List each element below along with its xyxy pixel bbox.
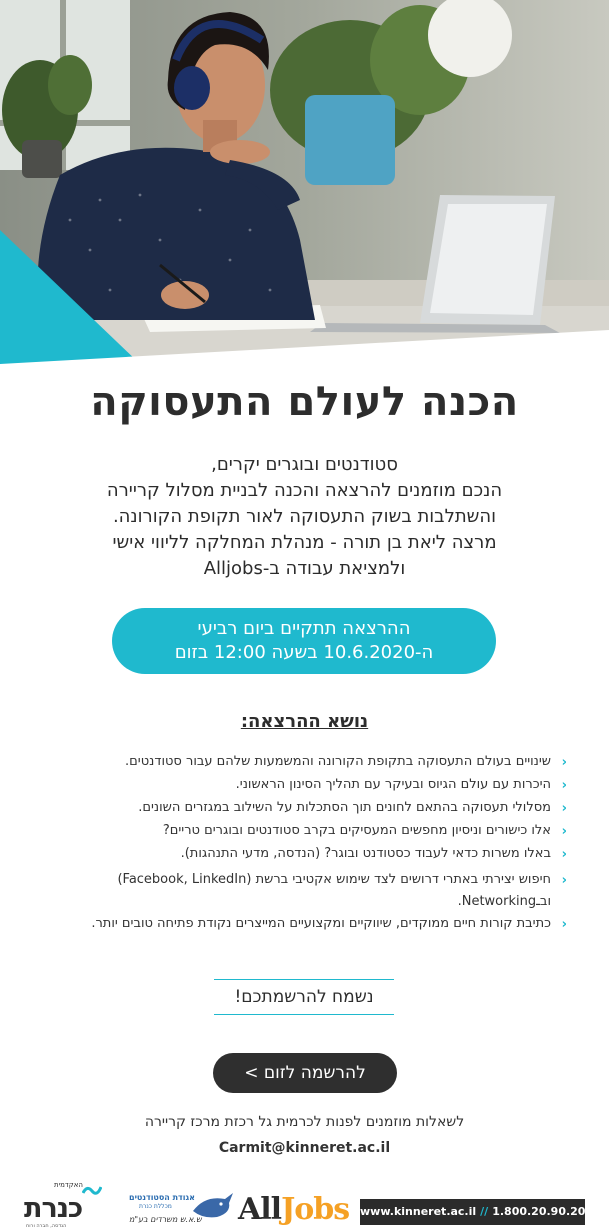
list-item-text-continued: ובـNetworking. xyxy=(457,894,551,909)
chevron-left-icon: ‹ xyxy=(561,824,567,839)
sponsor-name: ש.א.ש משרדים בע"מ xyxy=(129,1215,202,1224)
list-item xyxy=(27,777,567,793)
list-item xyxy=(27,754,567,770)
phone-number: 1.800.20.90.20 xyxy=(492,1205,586,1218)
list-item-text: חיפוש יצירתי באתרי דרושים לצד שימוש אקטיבי ברשת (Facebook, LinkedIn) xyxy=(117,872,551,887)
footer xyxy=(0,1175,609,1232)
intro-line: ולמציאת עבודה ב-Alljobs xyxy=(203,558,406,579)
kinneret-logo-small: האקדמית xyxy=(54,1181,83,1189)
list-item xyxy=(27,846,567,862)
separator: // xyxy=(480,1205,489,1218)
kinneret-logo xyxy=(20,1181,112,1231)
list-item-text: היכרות עם עולם הגיוס ובעיקר עם תהליך הסינון הראשוני. xyxy=(235,777,551,792)
chevron-left-icon: ‹ xyxy=(561,778,567,793)
intro-line: והשתלבות בשוק התעסוקה לאור תקופת הקורונה. xyxy=(112,506,497,527)
date-banner xyxy=(112,608,496,674)
contact-line: לשאלות מוזמנים לפנות לכרמית גל רכזת מרכז קריירה xyxy=(144,1114,465,1130)
intro-line: סטודנטים ובוגרים יקרים, xyxy=(211,454,398,475)
chevron-left-icon: ‹ xyxy=(561,917,567,932)
hero-image xyxy=(0,0,609,364)
student-union-name: אגודת הסטודנטים xyxy=(129,1193,195,1202)
page-title: הכנה לעולם התעסוקה xyxy=(90,379,519,425)
kinneret-logo-sub: הנדסה, חברה ורוח xyxy=(26,1223,67,1229)
date-banner-line2: ה-10.6.2020 בשעה 12:00 בזום xyxy=(174,642,434,663)
alljobs-logo-jobs: Jobs xyxy=(281,1192,350,1227)
register-zoom-button[interactable]: להרשמה לזום > xyxy=(213,1053,397,1093)
list-item xyxy=(27,800,567,816)
list-item-text: מסלולי תעסוקה בהתאם לחונים תוך הסתכלות על השילוב במגזרים השונים. xyxy=(138,800,551,815)
list-item-text: אלו כישורים וניסיון מחפשים המעסיקים בקרב סטודנטים ובוגרים טריים? xyxy=(162,823,551,838)
contact-info xyxy=(0,1109,609,1161)
topic-title: נושא ההרצאה: xyxy=(240,711,369,732)
contact-bar xyxy=(360,1199,585,1225)
intro-line: מרצה ליאת בן תורה - מנהלת המחלקה לליווי אישי xyxy=(112,532,497,553)
intro-text xyxy=(40,452,569,582)
wave-icon xyxy=(82,1183,102,1199)
topic-list xyxy=(27,754,567,939)
student-union-logo xyxy=(125,1193,235,1229)
chevron-left-icon: ‹ xyxy=(561,873,567,888)
list-item-text: באלו משרות כדאי לעבוד כסטודנט ובוגר? (הנדסה, מדעי התנהגות). xyxy=(180,846,551,861)
student-union-sub: מכללת כנרת xyxy=(139,1203,172,1210)
intro-line: הנכם מוזמנים להרצאה והכנה לבניית מסלול קריירה xyxy=(106,480,503,501)
list-item xyxy=(27,869,567,913)
list-item-text: כתיבת קורות חיים ממוקדים, שיווקיים ומקצועיים המייצרים נקודת פתיחה טובים יותר. xyxy=(91,916,551,931)
alljobs-logo-all: All xyxy=(238,1192,282,1227)
website-link[interactable]: www.kinneret.ac.il xyxy=(360,1205,477,1218)
contact-email-link[interactable]: Carmit@kinneret.ac.il xyxy=(218,1140,391,1156)
chevron-left-icon: ‹ xyxy=(561,801,567,816)
chevron-left-icon: ‹ xyxy=(561,755,567,770)
date-banner-line1: ההרצאה תתקיים ביום רביעי xyxy=(197,618,411,639)
list-item-text: שינויים בעולם התעסוקה בתקופת הקורונה והמשמעות שלהם עבור סטודנטים. xyxy=(125,754,551,769)
alljobs-logo xyxy=(238,1192,349,1227)
list-item xyxy=(27,916,567,932)
chevron-left-icon: ‹ xyxy=(561,847,567,862)
list-item xyxy=(27,823,567,839)
kinneret-logo-text: כנרת xyxy=(24,1193,83,1224)
closing-text: נשמח להרשמתכם! xyxy=(214,979,394,1015)
